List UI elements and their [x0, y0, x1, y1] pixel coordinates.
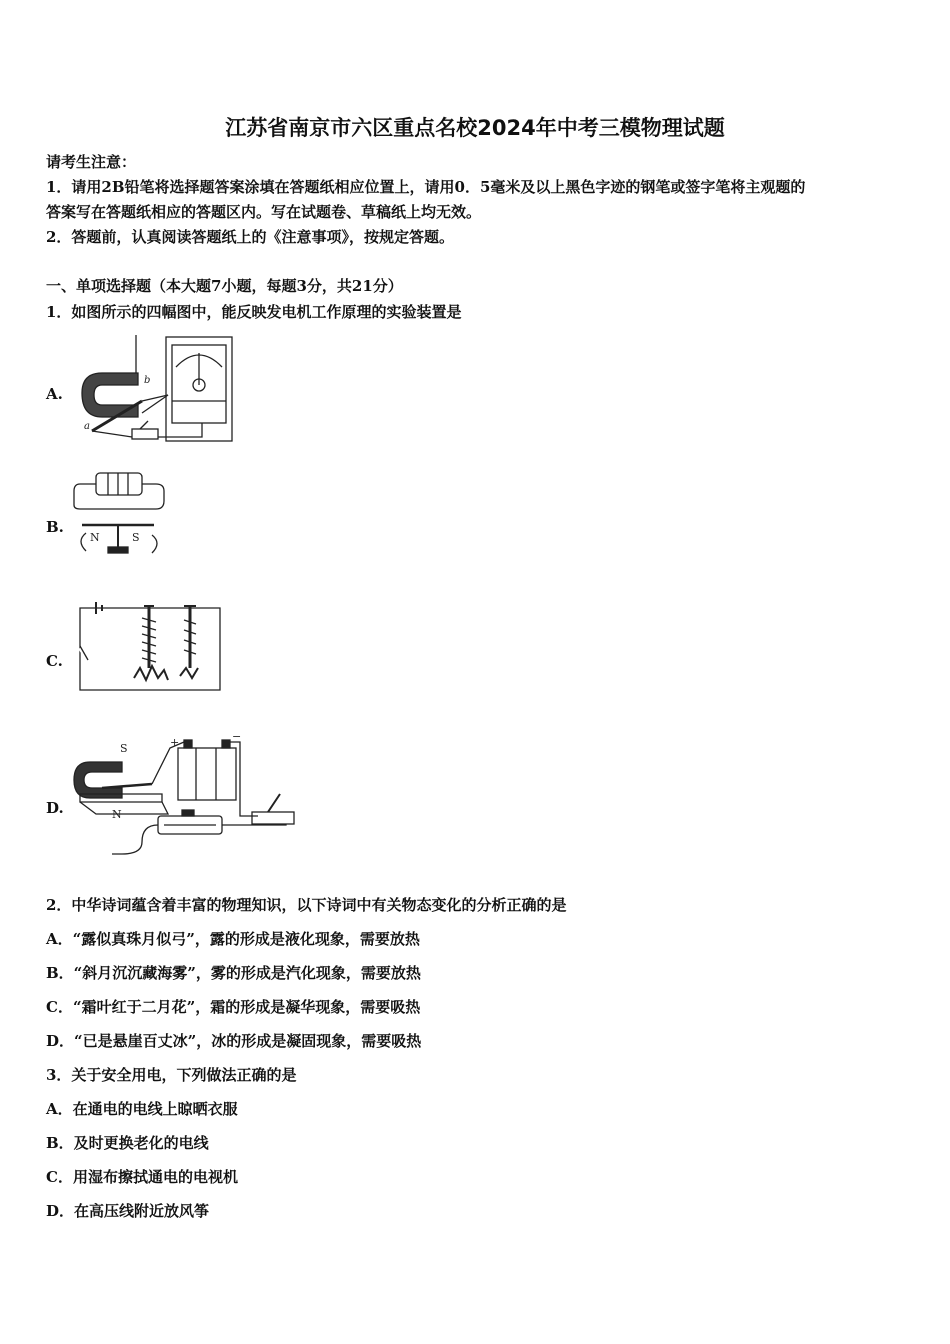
page-title: 江苏省南京市六区重点名校2024年中考三模物理试题	[225, 116, 725, 140]
q3-option-b: B．及时更换老化的电线	[46, 1134, 209, 1152]
q1-option-d-figure	[72, 732, 300, 858]
q1-option-c-label: C.	[46, 652, 63, 670]
fig-d-label-s: S	[120, 742, 128, 755]
notice-heading: 请考生注意：	[46, 153, 137, 171]
fig-d-label-n: N	[112, 808, 122, 821]
notice-line-2: 2．答题前，认真阅读答题纸上的《注意事项》，按规定答题。	[46, 228, 454, 246]
q1-option-d-label: D.	[46, 799, 64, 817]
question-3-stem: 3．关于安全用电，下列做法正确的是	[46, 1066, 297, 1084]
fig-b-label-s: S	[132, 531, 140, 544]
fig-a-label-b: b	[144, 375, 151, 386]
q3-option-d: D．在高压线附近放风筝	[46, 1202, 210, 1220]
notice-line-1: 1．请用2B铅笔将选择题答案涂填在答题纸相应位置上，请用0．5毫米及以上黑色字迹的钢笔或签字笔将主观题的	[46, 178, 806, 196]
q2-option-c: C．“霜叶红于二月花”，霜的形成是凝华现象，需要吸热	[46, 998, 421, 1016]
fig-a-label-a: a	[84, 421, 90, 432]
q2-option-b: B．“斜月沉沉藏海雾”，雾的形成是汽化现象，需要放热	[46, 964, 421, 982]
q1-option-c-figure	[72, 598, 228, 700]
q2-option-a: A．“露似真珠月似弓”，露的形成是液化现象，需要放热	[46, 930, 420, 948]
q1-option-a-figure	[72, 333, 238, 451]
fig-d-label-plus: +	[170, 736, 180, 749]
question-1-stem: 1．如图所示的四幅图中，能反映发电机工作原理的实验装置是	[46, 303, 462, 321]
fig-d-label-minus: −	[232, 732, 242, 743]
q1-option-a-label: A.	[46, 385, 63, 403]
q3-option-c: C．用湿布擦拭通电的电视机	[46, 1168, 238, 1186]
section-heading: 一、单项选择题（本大题7小题，每题3分，共21分）	[46, 277, 403, 295]
q1-option-b-figure	[72, 465, 170, 569]
q2-option-d: D．“已是悬崖百丈冰”，冰的形成是凝固现象，需要吸热	[46, 1032, 422, 1050]
notice-line-1b: 答案写在答题纸相应的答题区内。写在试题卷、草稿纸上均无效。	[46, 203, 482, 221]
q1-option-b-label: B.	[46, 518, 64, 536]
question-2-stem: 2．中华诗词蕴含着丰富的物理知识，以下诗词中有关物态变化的分析正确的是	[46, 896, 567, 914]
fig-b-label-n: N	[90, 531, 100, 544]
q3-option-a: A．在通电的电线上晾晒衣服	[46, 1100, 238, 1118]
